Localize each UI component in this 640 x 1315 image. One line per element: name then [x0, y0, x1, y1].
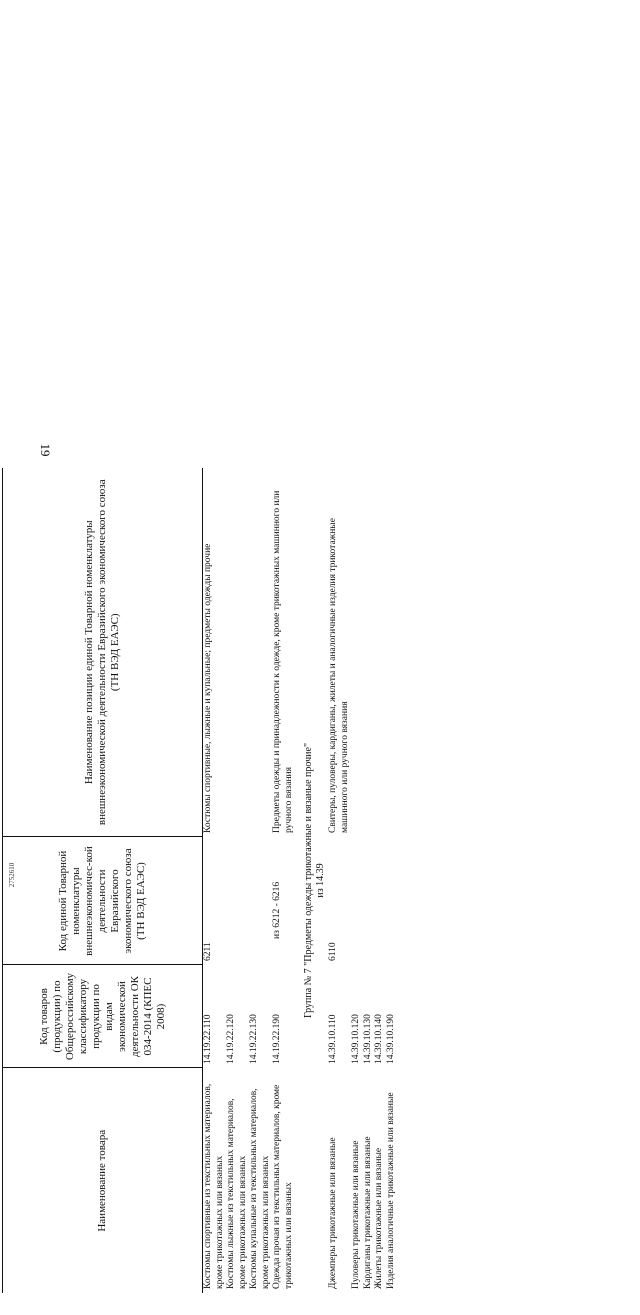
cell-tnved-code	[363, 837, 375, 965]
table-header-row	[3, 468, 203, 1293]
group-subtitle: из 14.39	[314, 863, 326, 898]
cell-tnved-name	[249, 468, 272, 837]
cell-okpd2-code: 14.19.22.130	[249, 1014, 259, 1064]
cell-goods-name: Изделия аналогичные трикотажные или вязаные	[385, 1092, 396, 1289]
cell-okpd2-code: 14.39.10.140	[374, 1014, 384, 1064]
document-footer-id: 2752610	[8, 862, 16, 888]
group-title: Группа № 7 "Предметы одежды трикотажные и вязаные прочие"	[303, 742, 314, 1019]
table-row	[386, 468, 398, 1293]
cell-okpd2-code: 14.19.22.120	[226, 1014, 236, 1064]
header-tnved-code: Код единой Товарной номенклатуры внешнеэкономичес-кой деятельности Евразийского экономического союза (ТН ВЭД ЕАЭС)	[3, 837, 203, 965]
cell-tnved-code	[386, 837, 398, 965]
cell-tnved-name	[351, 468, 363, 837]
page-number: 19	[38, 443, 53, 457]
table-row	[203, 468, 227, 1293]
cell-tnved-name: Костюмы спортивные, лыжные и купальные; предметы одежды прочие	[203, 543, 213, 833]
table-row	[272, 468, 295, 1293]
cell-okpd2-code: 14.39.10.190	[385, 1014, 396, 1064]
table-row	[363, 468, 375, 1293]
cell-okpd2-code: 14.19.22.110	[203, 1014, 213, 1064]
cell-goods-name: Пуловеры трикотажные или вязаные	[351, 1140, 361, 1289]
header-goods-name: Наименование товара	[3, 1068, 203, 1293]
cell-tnved-name	[374, 468, 386, 837]
table-row	[328, 468, 351, 1293]
table-row	[351, 468, 363, 1293]
goods-classification-table	[2, 468, 397, 1293]
cell-tnved-name	[363, 468, 375, 837]
cell-goods-name: Костюмы купальные из текстильных материалов, кроме трикотажных или вязаных	[249, 1088, 271, 1289]
table-row	[374, 468, 386, 1293]
cell-tnved-name: Свитеры, пуловеры, кардиганы, жилеты и аналогичные изделия трикотажные машинного или ручного вязания	[328, 518, 350, 833]
tnved-code-range: из 6212 - 6216	[272, 881, 282, 939]
cell-goods-name: Жилеты трикотажные или вязаные	[374, 1147, 384, 1289]
table-row	[249, 468, 272, 1293]
cell-goods-name: Костюмы лыжные из текстильных материалов, кроме трикотажных или вязаных	[226, 1098, 248, 1289]
table-row	[226, 468, 249, 1293]
cell-tnved-code: 6110	[328, 942, 338, 961]
cell-okpd2-code: 14.39.10.130	[362, 1014, 373, 1064]
cell-tnved-code	[272, 837, 295, 965]
cell-tnved-name: Предметы одежды и принадлежности к одежде, кроме трикотажных машинного или ручного вязания	[272, 490, 294, 833]
group-heading-cell	[295, 468, 328, 1293]
cell-tnved-code	[374, 837, 386, 965]
cell-tnved-code	[249, 837, 272, 965]
cell-tnved-name	[386, 468, 398, 837]
cell-goods-name: Кардиганы трикотажные или вязаные	[362, 1136, 373, 1289]
cell-tnved-code	[226, 837, 249, 965]
header-tnved-name: Наименование позиции единой Товарной номенклатуры внешнеэкономической деятельности Евразийского экономического союза (ТН ВЭД ЕАЭС)	[3, 468, 203, 837]
cell-tnved-code: 6211	[203, 942, 213, 961]
cell-tnved-code	[351, 837, 363, 965]
cell-okpd2-code: 14.39.10.110	[328, 1014, 338, 1064]
cell-tnved-name	[226, 468, 249, 837]
cell-okpd2-code: 14.39.10.120	[351, 1014, 361, 1064]
cell-okpd2-code: 14.19.22.190	[272, 1014, 282, 1064]
rotated-document	[2, 465, 472, 1315]
cell-goods-name: Одежда прочая из текстильных материалов, кроме трикотажных или вязаных	[272, 1084, 294, 1289]
cell-goods-name: Костюмы спортивные из текстильных материалов, кроме трикотажных или вязаных	[203, 1083, 225, 1289]
cell-goods-name: Джемперы трикотажные или вязаные	[328, 1137, 338, 1289]
group-heading-row	[295, 468, 328, 1293]
header-okpd2-code: Код товаров (продукции) по Общероссийскому классификатору продукции по видам экономической деятельности ОК 034-2014 (КПЕС 2008)	[3, 965, 203, 1068]
